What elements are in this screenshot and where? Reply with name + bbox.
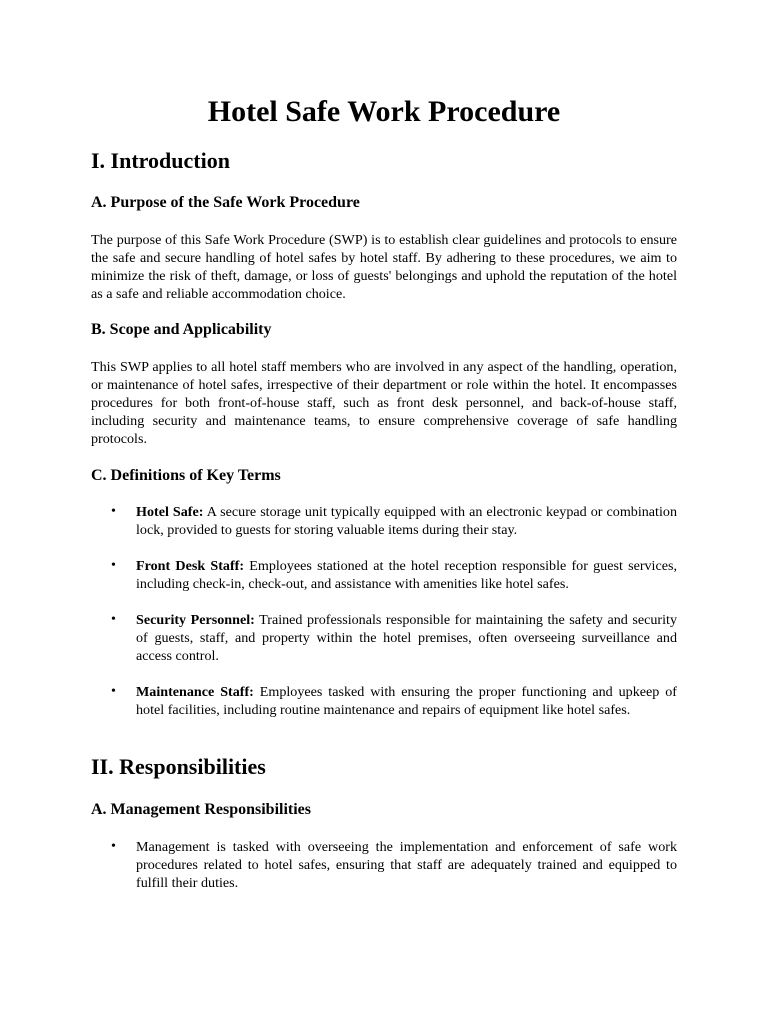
responsibility-text xyxy=(136,838,677,892)
section-heading-introduction: I. Introduction xyxy=(91,148,230,173)
responsibility-description: Management is tasked with overseeing the implementation and enforcement of safe work procedures related to hotel safes, ensuring that staff are adequately trained and equipped to fulfill their duties. xyxy=(136,839,677,891)
definition-text xyxy=(136,557,677,593)
subsection-heading-management: A. Management Responsibilities xyxy=(91,801,311,818)
definition-text xyxy=(136,611,677,665)
document-title: Hotel Safe Work Procedure xyxy=(207,95,561,128)
bullet-icon: • xyxy=(111,839,116,854)
definition-description: Employees tasked with ensuring the proper functioning and upkeep of hotel facilities, including routine maintenance and repairs of equipment like hotel safes. xyxy=(136,684,677,718)
bullet-icon: • xyxy=(111,612,116,627)
purpose-paragraph: The purpose of this Safe Work Procedure (SWP) is to establish clear guidelines and protocols to ensure the safe and secure handling of hotel safes by hotel staff. By adhering to these procedures, we aim to minimize the risk of theft, damage, or loss of guests' belongings and uphold the reputation of the hotel as a safe and reliable accommodation choice. xyxy=(91,232,677,302)
subsection-heading-purpose: A. Purpose of the Safe Work Procedure xyxy=(91,194,360,211)
definition-description: Trained professionals responsible for maintaining the safety and security of guests, staff, and property within the hotel premises, often overseeing surveillance and access control. xyxy=(136,612,677,664)
bullet-icon: • xyxy=(111,504,116,519)
subsection-heading-scope: B. Scope and Applicability xyxy=(91,321,272,338)
bullet-icon: • xyxy=(111,558,116,573)
definition-text xyxy=(136,683,677,719)
scope-paragraph: This SWP applies to all hotel staff members who are involved in any aspect of the handling, operation, or maintenance of hotel safes, irrespective of their department or role within the hotel. It encompasses procedures for both front-of-house staff, such as front desk personnel, and back-of-house staff, including security and maintenance teams, to ensure comprehensive coverage of safe handling protocols. xyxy=(91,359,677,447)
definition-term: Security Personnel: xyxy=(136,612,255,628)
section-heading-responsibilities: II. Responsibilities xyxy=(91,754,266,779)
definition-description: A secure storage unit typically equipped with an electronic keypad or combination lock, provided to guests for storing valuable items during their stay. xyxy=(136,504,677,538)
definition-term: Maintenance Staff: xyxy=(136,684,254,700)
definition-term: Hotel Safe: xyxy=(136,504,204,520)
subsection-heading-definitions: C. Definitions of Key Terms xyxy=(91,467,281,484)
definition-term: Front Desk Staff: xyxy=(136,558,245,574)
definition-text xyxy=(136,503,677,539)
definition-description: Employees stationed at the hotel reception responsible for guest services, including check-in, check-out, and assistance with amenities like hotel safes. xyxy=(136,558,677,592)
bullet-icon: • xyxy=(111,684,116,699)
